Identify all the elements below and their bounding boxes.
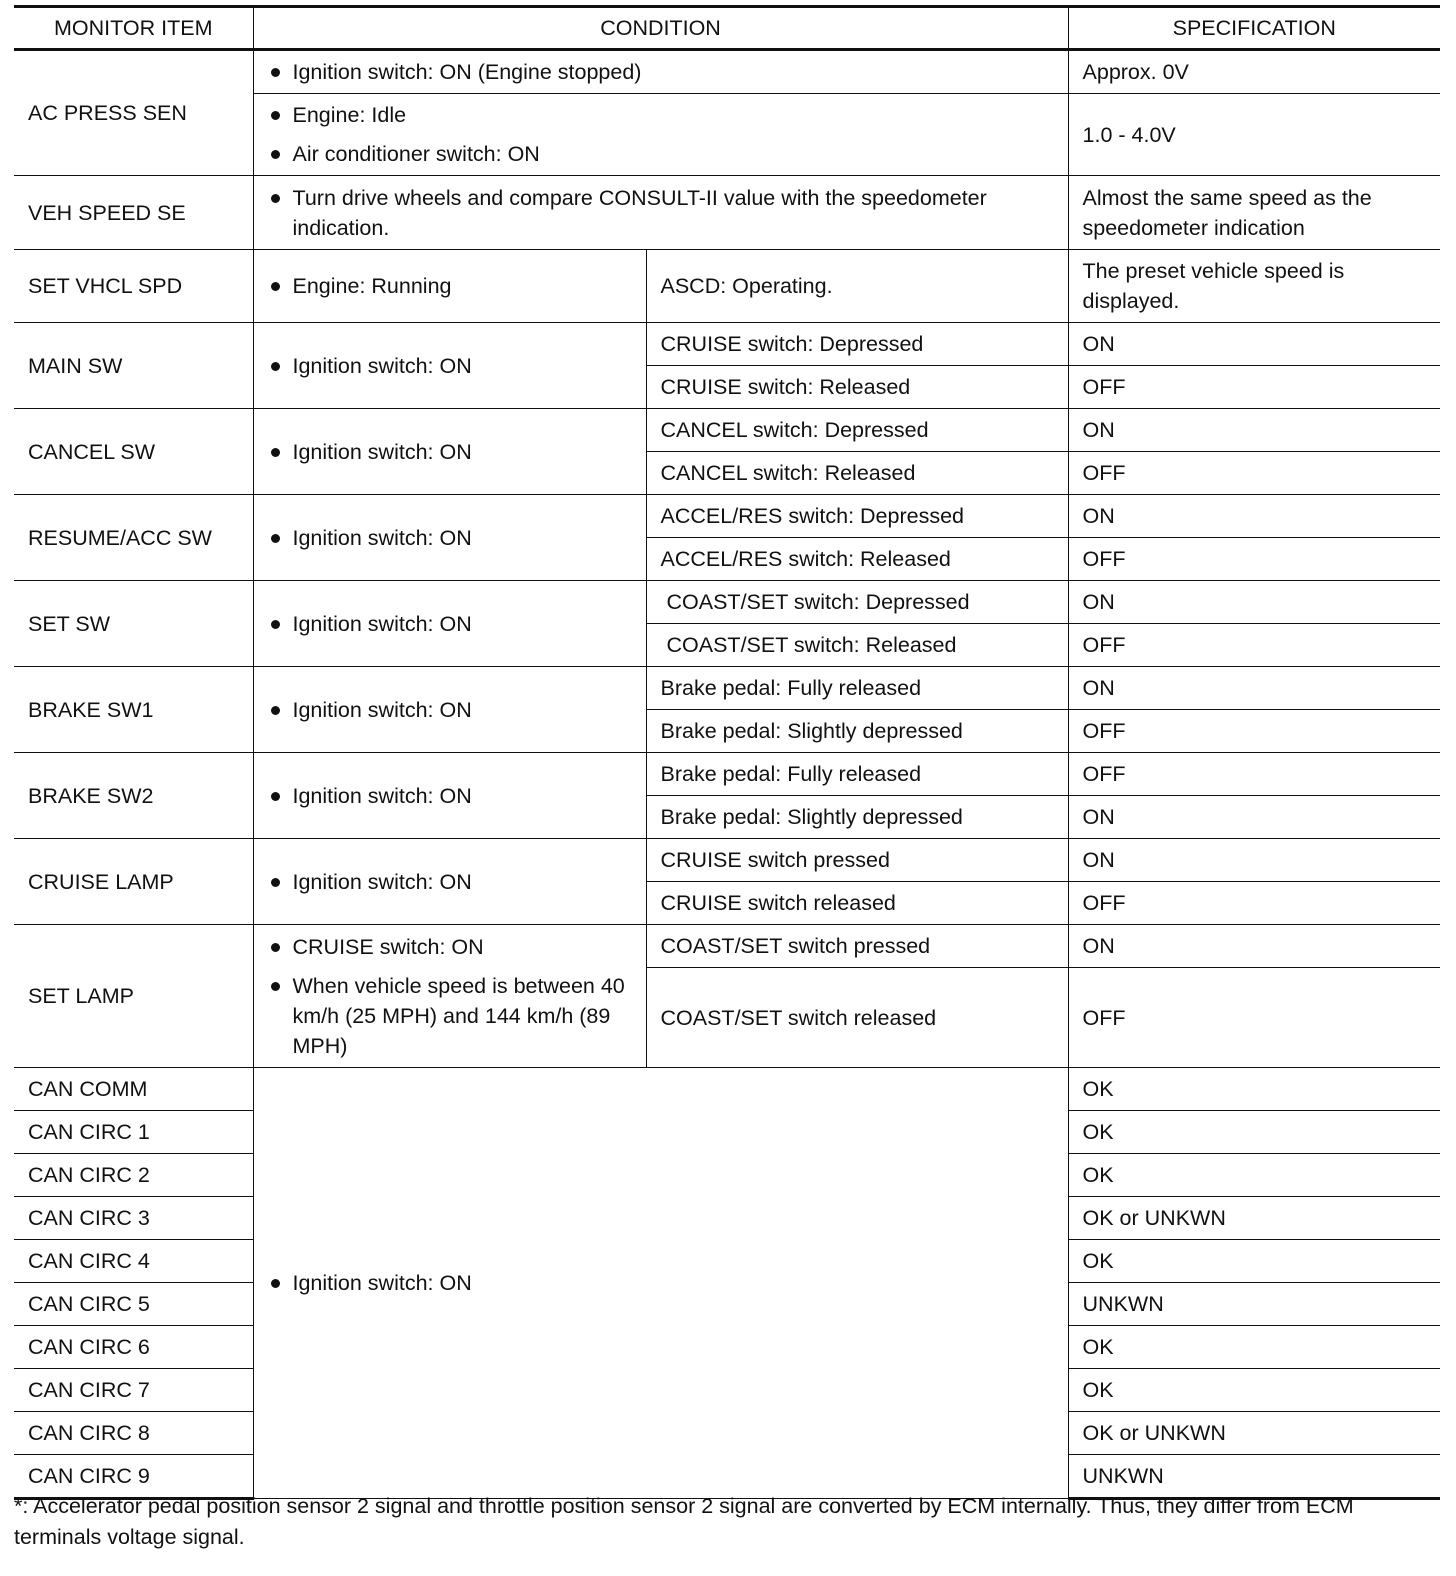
condition-cell (253, 753, 646, 839)
spec-value: OK (1068, 1111, 1440, 1154)
spec-value: OK (1068, 1154, 1440, 1197)
spec-value: ON (1068, 495, 1440, 538)
monitor-item: SET LAMP (14, 925, 253, 1068)
condition-cell (253, 94, 1068, 176)
condition-cell (253, 50, 1068, 94)
spec-value: OK or UNKWN (1068, 1412, 1440, 1455)
spec-value: ON (1068, 409, 1440, 452)
monitor-item: CAN CIRC 5 (14, 1283, 253, 1326)
sub-condition: ACCEL/RES switch: Released (646, 538, 1068, 581)
condition-text: Ignition switch: ON (268, 781, 632, 811)
monitor-item: SET SW (14, 581, 253, 667)
monitor-item: CAN CIRC 3 (14, 1197, 253, 1240)
condition-text: Turn drive wheels and compare CONSULT-II value with the speedometer indication. (268, 183, 1054, 243)
sub-condition: Brake pedal: Fully released (646, 753, 1068, 796)
spec-value: OK (1068, 1240, 1440, 1283)
table-row (14, 839, 1440, 882)
condition-text: Ignition switch: ON (268, 523, 632, 553)
table-row (14, 753, 1440, 796)
monitor-item: BRAKE SW2 (14, 753, 253, 839)
spec-value: UNKWN (1068, 1283, 1440, 1326)
spec-value: OFF (1068, 968, 1440, 1068)
sub-condition: Brake pedal: Fully released (646, 667, 1068, 710)
monitor-item: CAN CIRC 1 (14, 1111, 253, 1154)
condition-text: Engine: Idle (268, 100, 1054, 130)
table-row (14, 409, 1440, 452)
sub-condition: COAST/SET switch pressed (646, 925, 1068, 968)
condition-text: Ignition switch: ON (268, 351, 632, 381)
table-row (14, 667, 1440, 710)
spec-value: Almost the same speed as the speedometer indication (1068, 176, 1440, 250)
sub-condition: CRUISE switch released (646, 882, 1068, 925)
table-row (14, 925, 1440, 968)
condition-cell (253, 409, 646, 495)
spec-value: OK or UNKWN (1068, 1197, 1440, 1240)
spec-value: UNKWN (1068, 1455, 1440, 1499)
condition-text: Ignition switch: ON (Engine stopped) (268, 57, 1054, 87)
condition-text: Ignition switch: ON (268, 437, 632, 467)
spec-value: ON (1068, 925, 1440, 968)
spec-value: The preset vehicle speed is displayed. (1068, 250, 1440, 323)
monitor-item: CAN CIRC 2 (14, 1154, 253, 1197)
table-row (14, 176, 1440, 250)
spec-value: Approx. 0V (1068, 50, 1440, 94)
spec-value: OFF (1068, 753, 1440, 796)
condition-cell (253, 581, 646, 667)
table-row (14, 1068, 1440, 1111)
monitor-item: CAN CIRC 7 (14, 1369, 253, 1412)
condition-cell (253, 839, 646, 925)
monitor-item: VEH SPEED SE (14, 176, 253, 250)
header-specification: SPECIFICATION (1068, 7, 1440, 50)
spec-value: 1.0 - 4.0V (1068, 94, 1440, 176)
condition-cell (253, 1068, 1068, 1499)
monitor-item: CAN COMM (14, 1068, 253, 1111)
sub-condition: COAST/SET switch: Depressed (646, 581, 1068, 624)
spec-value: ON (1068, 581, 1440, 624)
monitor-item: CANCEL SW (14, 409, 253, 495)
sub-condition: CRUISE switch pressed (646, 839, 1068, 882)
spec-value: ON (1068, 323, 1440, 366)
spec-value: OFF (1068, 538, 1440, 581)
monitor-item: CAN CIRC 4 (14, 1240, 253, 1283)
spec-value: OK (1068, 1326, 1440, 1369)
spec-value: OFF (1068, 366, 1440, 409)
table-row (14, 250, 1440, 323)
monitor-item: RESUME/ACC SW (14, 495, 253, 581)
header-monitor-item: MONITOR ITEM (14, 7, 253, 50)
sub-condition: CANCEL switch: Depressed (646, 409, 1068, 452)
spec-value: OFF (1068, 882, 1440, 925)
sub-condition: Brake pedal: Slightly depressed (646, 796, 1068, 839)
sub-condition: CANCEL switch: Released (646, 452, 1068, 495)
footnote: *: Accelerator pedal position sensor 2 signal and throttle position sensor 2 signal are converted by ECM internally. Thus, they differ from ECM terminals voltage signal. (14, 1494, 1354, 1549)
condition-text: Ignition switch: ON (268, 867, 632, 897)
header-row (14, 7, 1440, 50)
condition-text: Ignition switch: ON (268, 609, 632, 639)
condition-cell (253, 925, 646, 1068)
condition-cell (253, 495, 646, 581)
condition-cell (253, 250, 646, 323)
spec-value: ON (1068, 667, 1440, 710)
monitor-item: SET VHCL SPD (14, 250, 253, 323)
condition-text: CRUISE switch: ON (268, 932, 632, 962)
monitor-spec-table (14, 5, 1440, 1500)
table-row (14, 323, 1440, 366)
spec-value: ON (1068, 839, 1440, 882)
condition-text: Air conditioner switch: ON (268, 139, 1054, 169)
monitor-item: MAIN SW (14, 323, 253, 409)
condition-cell (253, 323, 646, 409)
sub-condition: CRUISE switch: Released (646, 366, 1068, 409)
header-condition: CONDITION (253, 7, 1068, 50)
condition-text: Ignition switch: ON (268, 1268, 1054, 1298)
condition-text: Ignition switch: ON (268, 695, 632, 725)
spec-value: OK (1068, 1068, 1440, 1111)
condition-cell (253, 176, 1068, 250)
sub-condition: COAST/SET switch: Released (646, 624, 1068, 667)
monitor-item: CAN CIRC 9 (14, 1455, 253, 1499)
condition-text: When vehicle speed is between 40 km/h (25 MPH) and 144 km/h (89 MPH) (268, 971, 632, 1061)
spec-value: OFF (1068, 624, 1440, 667)
condition-cell (253, 667, 646, 753)
spec-value: ON (1068, 796, 1440, 839)
monitor-item: CAN CIRC 8 (14, 1412, 253, 1455)
monitor-item: CAN CIRC 6 (14, 1326, 253, 1369)
monitor-item: CRUISE LAMP (14, 839, 253, 925)
sub-condition: Brake pedal: Slightly depressed (646, 710, 1068, 753)
sub-condition: ASCD: Operating. (646, 250, 1068, 323)
table-row (14, 495, 1440, 538)
sub-condition: CRUISE switch: Depressed (646, 323, 1068, 366)
spec-value: OFF (1068, 452, 1440, 495)
table-row (14, 581, 1440, 624)
monitor-item: BRAKE SW1 (14, 667, 253, 753)
sub-condition: COAST/SET switch released (646, 968, 1068, 1068)
condition-text: Engine: Running (268, 271, 632, 301)
spec-value: OFF (1068, 710, 1440, 753)
table-row (14, 50, 1440, 94)
sub-condition: ACCEL/RES switch: Depressed (646, 495, 1068, 538)
monitor-item: AC PRESS SEN (14, 50, 253, 176)
spec-value: OK (1068, 1369, 1440, 1412)
